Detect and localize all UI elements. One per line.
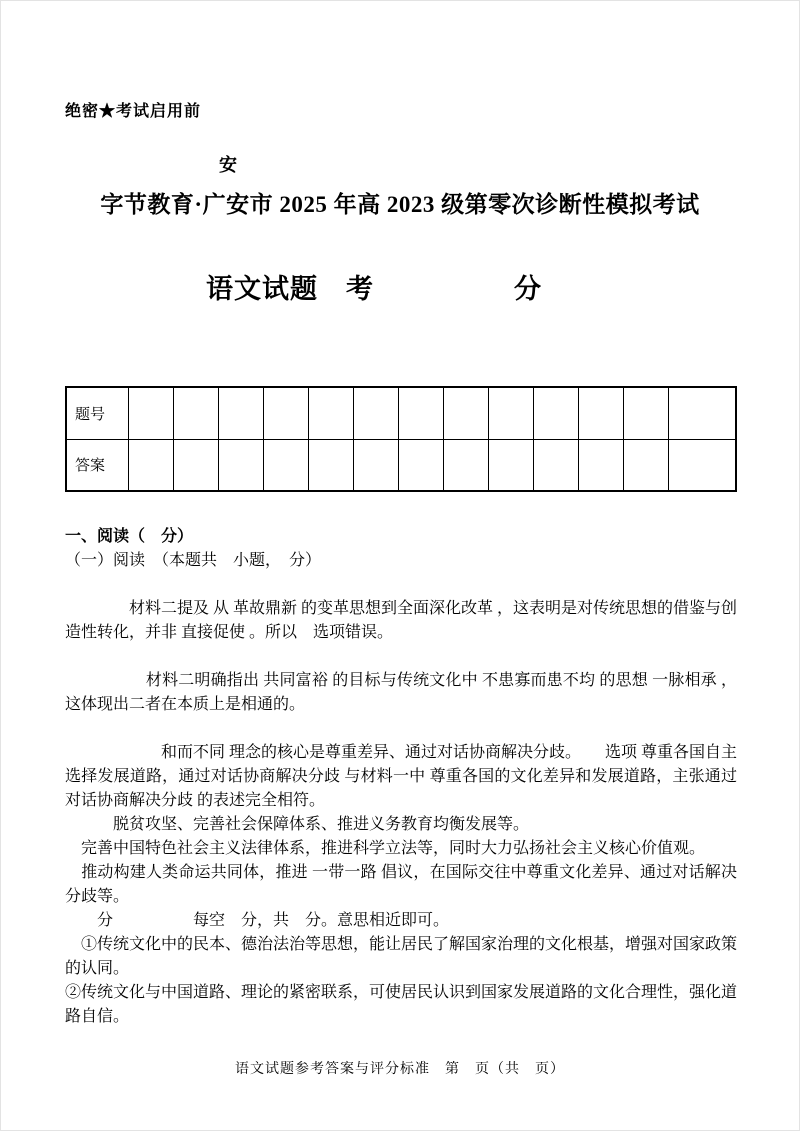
answer-table-row xyxy=(66,387,736,439)
answer-cell xyxy=(128,439,173,491)
answer-table xyxy=(65,386,737,492)
answer-cell xyxy=(398,387,443,439)
answer-cell xyxy=(218,439,263,491)
answer-table-row-label: 题号 xyxy=(66,387,128,439)
subsection-heading: （一）阅读 （本题共 小题， 分） xyxy=(65,552,322,569)
footer-text: 语文试题参考答案与评分标准 第 页（共 页） xyxy=(235,1062,565,1077)
answer-cell xyxy=(263,387,308,439)
answer-cell xyxy=(263,439,308,491)
answer-cell xyxy=(668,439,736,491)
answer-cell xyxy=(533,439,578,491)
answer-cell xyxy=(443,387,488,439)
answer-cell xyxy=(173,387,218,439)
answer-cell xyxy=(443,439,488,491)
answer-cell xyxy=(533,387,578,439)
paragraph: 材料二明确指出 共同富裕 的目标与传统文化中 不患寡而患不均 的思想 一脉相承 ，这体现出二者在本质上是相通的。 xyxy=(65,672,737,713)
answer-table-body xyxy=(66,387,736,491)
answer-cell xyxy=(128,387,173,439)
answer-cell xyxy=(623,439,668,491)
answer-cell xyxy=(488,439,533,491)
answer-cell xyxy=(623,387,668,439)
paragraph: ①传统文化中的民本、德治法治等思想，能让居民了解国家治理的文化根基，增强对国家政策的认同。 xyxy=(65,936,738,977)
body-paragraphs xyxy=(65,573,737,1029)
body-content xyxy=(65,525,737,1029)
answer-cell xyxy=(308,439,353,491)
answer-table-row xyxy=(66,439,736,491)
paragraph: 分 每空 分，共 分。意思相近即可。 xyxy=(65,912,450,929)
paragraph: ②传统文化与中国道路、理论的紧密联系，可使居民认识到国家发展道路的文化合理性，强化道路自信。 xyxy=(65,984,738,1025)
paragraph: 和而不同 理念的核心是尊重差异、通过对话协商解决分歧。 选项 尊重各国自主选择发展道路，通过对话协商解决分歧 与材料一中 尊重各国的文化差异和发展道路，主张通过对话协商解决分歧 的表述完全相符。 xyxy=(65,744,738,809)
answer-cell xyxy=(398,439,443,491)
answer-table-row-label: 答案 xyxy=(66,439,128,491)
security-notice: 绝密★考试启用前 xyxy=(65,103,202,120)
answer-cell xyxy=(218,387,263,439)
paragraph: 完善中国特色社会主义法律体系，推进科学立法等，同时大力弘扬社会主义核心价值观。 xyxy=(65,840,706,857)
answer-cell xyxy=(173,439,218,491)
exam-title: 字节教育·广安市 2025 年高 2023 级第零次诊断性模拟考试 xyxy=(100,192,700,217)
section-heading: 一、阅读（ 分） xyxy=(65,528,194,545)
answer-cell xyxy=(578,387,623,439)
answer-cell xyxy=(668,387,736,439)
region-character: 安 xyxy=(219,155,237,175)
answer-cell xyxy=(308,387,353,439)
answer-cell xyxy=(488,387,533,439)
paragraph: 推动构建人类命运共同体，推进 一带一路 倡议，在国际交往中尊重文化差异、通过对话解决分歧等。 xyxy=(65,864,737,905)
paragraph: 材料二提及 从 革故鼎新 的变革思想到全面深化改革 ，这表明是对传统思想的借鉴与创造性转化，并非 直接促使 。所以 选项错误。 xyxy=(65,600,738,641)
paragraph: 脱贫攻坚、完善社会保障体系、推进义务教育均衡发展等。 xyxy=(65,816,530,833)
paragraph xyxy=(65,717,737,741)
subject-line: 语文试题 考 分 xyxy=(206,274,542,304)
paragraph xyxy=(65,573,737,597)
answer-cell xyxy=(578,439,623,491)
paragraph xyxy=(65,645,737,669)
answer-cell xyxy=(353,387,398,439)
answer-cell xyxy=(353,439,398,491)
